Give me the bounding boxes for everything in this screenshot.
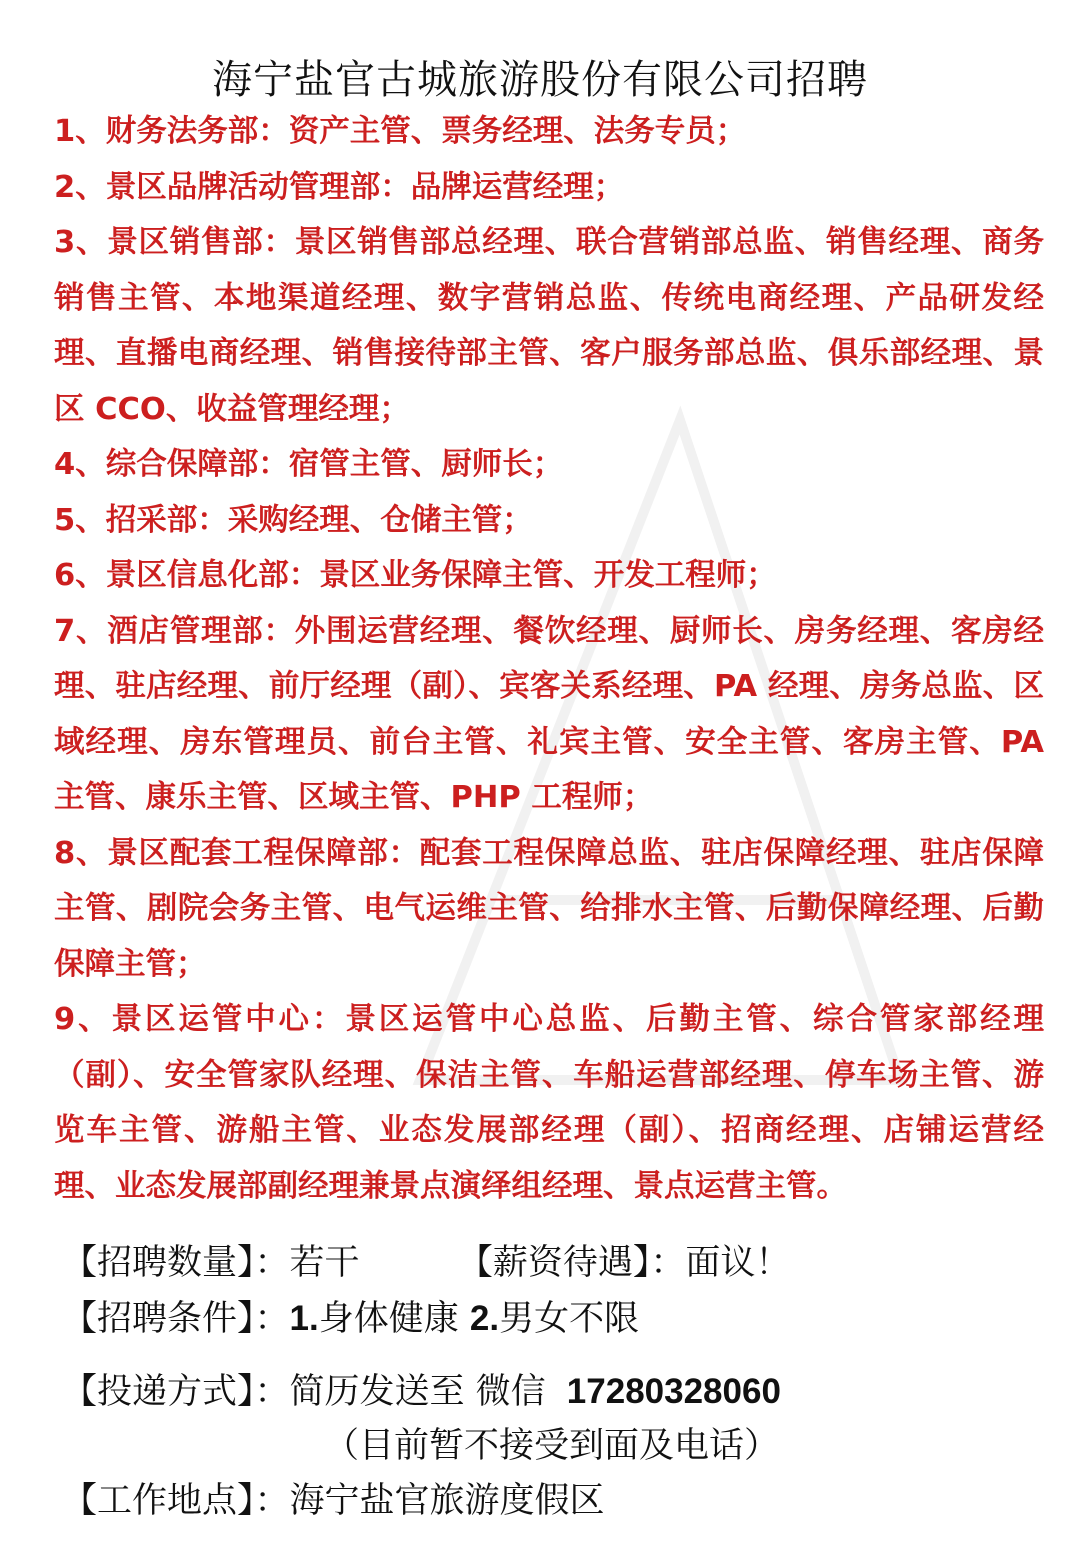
condition-number-1: 1. — [289, 1299, 319, 1338]
page-title: 海宁盐官古城旅游股份有限公司招聘 — [212, 57, 868, 103]
location-label: 【工作地点】： — [62, 1481, 290, 1521]
quantity-label: 【招聘数量】： — [62, 1243, 290, 1283]
condition-1: 身体健康 — [318, 1299, 459, 1339]
delivery-row — [62, 1364, 781, 1414]
department-item: 9、景区运管中心：景区运管中心总监、后勤主管、综合管家部经理（副）、安全管家队经理、保洁主管、车船运营部经理、停车场主管、游览车主管、游船主管、业态发展部经理（副）、招商经理、店铺运营经理、业态发展部副经理兼景点演绎组经理、景点运营主管。 — [54, 1002, 1044, 1204]
delivery-value: 简历发送至 微信 — [289, 1372, 546, 1412]
location-row — [62, 1473, 605, 1523]
salary-label: 【薪资待遇】： — [457, 1243, 686, 1283]
department-item: 7、酒店管理部：外围运营经理、餐饮经理、厨师长、房务经理、客房经理、驻店经理、前厅经理（副）、宾客关系经理、PA 经理、房务总监、区域经理、房东管理员、前台主管、礼宾主管、安全主管、客房主管、PA 主管、康乐主管、区域主管、PHP 工程师； — [54, 613, 1044, 815]
delivery-note: （目前暂不接受到面及电话） — [324, 1426, 780, 1466]
delivery-label: 【投递方式】： — [62, 1372, 290, 1412]
department-item: 3、景区销售部：景区销售部总经理、联合营销部总监、销售经理、商务销售主管、本地渠道经理、数字营销总监、传统电商经理、产品研发经理、直播电商经理、销售接待部主管、客户服务部总监、俱乐部经理、景区 CCO、收益管理经理； — [54, 225, 1044, 427]
quantity-value: 若干 — [289, 1243, 360, 1283]
department-item: 2、景区品牌活动管理部：品牌运营经理； — [54, 169, 625, 205]
department-item: 1、财务法务部：资产主管、票务经理、法务专员； — [54, 114, 747, 149]
department-item: 5、招采部：采购经理、仓储主管； — [54, 502, 533, 538]
department-item: 8、景区配套工程保障部：配套工程保障总监、驻店保障经理、驻店保障主管、剧院会务主管、电气运维主管、给排水主管、后勤保障经理、后勤保障主管； — [54, 835, 1044, 982]
condition-number-2: 2. — [469, 1299, 500, 1338]
condition-2: 男女不限 — [499, 1299, 640, 1339]
location-value: 海宁盐官旅游度假区 — [289, 1481, 605, 1521]
quantity-salary-row — [62, 1235, 790, 1285]
conditions-row — [62, 1291, 639, 1341]
wechat-number: 17280328060 — [566, 1372, 781, 1411]
conditions-label: 【招聘条件】： — [62, 1299, 290, 1339]
department-list — [54, 104, 1044, 1214]
salary-value: 面议！ — [685, 1243, 791, 1283]
department-item: 4、综合保障部：宿管主管、厨师长； — [54, 447, 564, 482]
department-item: 6、景区信息化部：景区业务保障主管、开发工程师； — [54, 558, 777, 593]
